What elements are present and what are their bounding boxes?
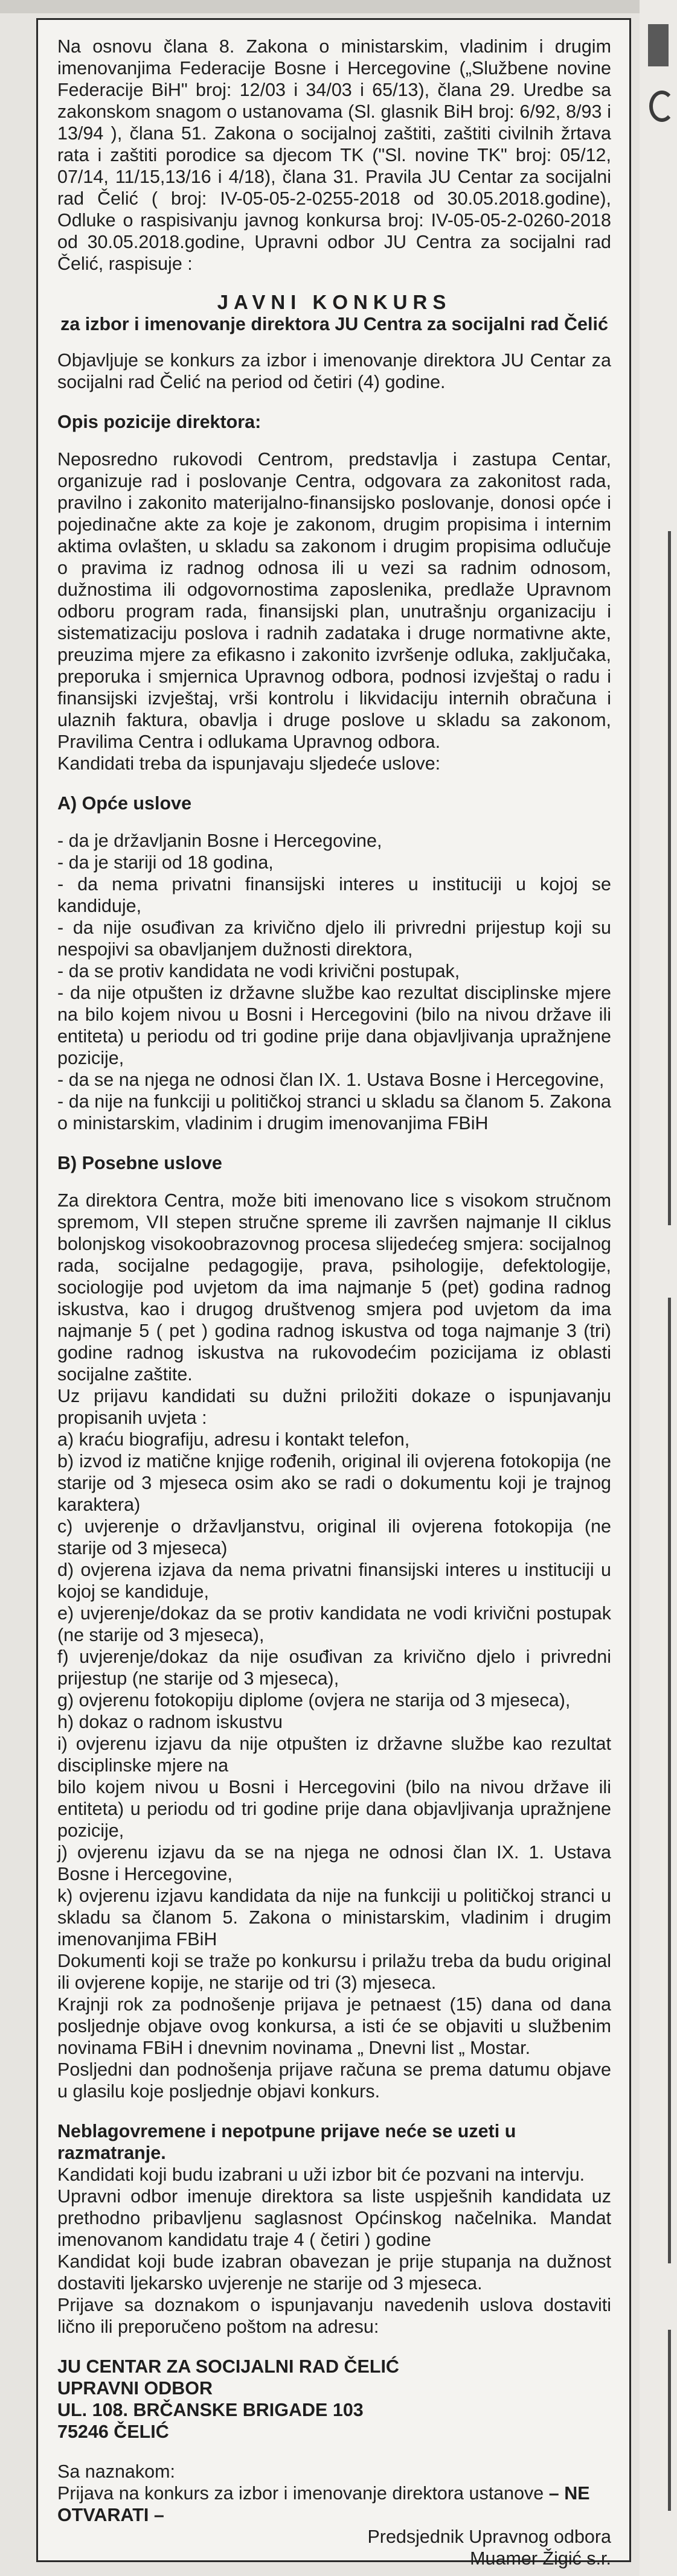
- procedure-text: [57, 2164, 611, 2338]
- list-item: a) kraću biografiju, adresu i kontakt telefon,: [57, 1429, 410, 1450]
- list-item: i) ovjerenu izjavu da nije otpušten iz državne službe kao rezultat disciplinske mjere na: [57, 1733, 611, 1776]
- address-line: UL. 108. BRČANSKE BRIGADE 103: [57, 2400, 364, 2420]
- list-item: Prijave sa doznakom o ispunjavanju navedenih uslova dostaviti lično ili preporučeno poštom na adresu:: [57, 2295, 611, 2337]
- address-line: 75246 ČELIĆ: [57, 2421, 169, 2442]
- documents-list: [57, 1429, 611, 1950]
- late-applications-heading: Neblagovremene i nepotpune prijave neće se uzeti u razmatranje.: [57, 2121, 516, 2163]
- signature-name: Muamer Žigić s.r.: [470, 2548, 611, 2569]
- mailing-address: [57, 2356, 611, 2443]
- signature-title: Predsjednik Upravnog odbora: [367, 2527, 611, 2547]
- address-line: UPRAVNI ODBOR: [57, 2378, 213, 2399]
- envelope-note-label: Sa naznakom:: [57, 2461, 175, 2482]
- list-item: j) ovjerenu izjavu da se na njega ne odnosi član IX. 1. Ustava Bosne i Hercegovine,: [57, 1842, 611, 1884]
- list-item: - da nema privatni finansijski interes u instituciji u kojoj se kandiduje,: [57, 874, 611, 916]
- documents-intro: Uz prijavu kandidati su dužni priložiti dokaze o ispunjavanju propisanih uvjeta :: [57, 1386, 611, 1428]
- adjacent-column-rule: [668, 1298, 671, 2263]
- list-item: g) ovjerenu fotokopiju diplome (ovjera ne starija od 3 mjeseca),: [57, 1690, 571, 1710]
- list-item: - da je stariji od 18 godina,: [57, 852, 274, 873]
- list-item: f) uvjerenje/dokaz da nije osuđivan za krivično djelo i privredni prijestup (ne starije od 3 mjeseca),: [57, 1647, 611, 1689]
- adjacent-column-rule: [668, 531, 671, 1225]
- list-item: - da je državljanin Bosne i Hercegovine,: [57, 831, 382, 851]
- list-item: - da nije osuđivan za krivično djelo ili privredni prijestup koji su nespojivi sa obavljanjem dužnosti direktora,: [57, 917, 611, 960]
- do-not-open-note: – NE OTVARATI –: [57, 2483, 590, 2525]
- public-notice: [36, 18, 631, 2569]
- special-conditions-heading: B) Posebne uslove: [57, 1153, 222, 1173]
- documents-note: Dokumenti koji se traže po konkursu i prilažu treba da budu original ili ovjerene kopije, ne starije od tri (3) mjeseca.: [57, 1951, 611, 1993]
- adjacent-header-block: [648, 24, 669, 66]
- list-item: c) uvjerenje o državljanstvu, original ili ovjerena fotokopija (ne starije od 3 mjeseca): [57, 1516, 611, 1558]
- general-conditions-list: [57, 830, 611, 1134]
- list-item: d) ovjerena izjava da nema privatni finansijski interes u instituciji u kojoj se kandiduje,: [57, 1560, 611, 1602]
- adjacent-column-edge: [640, 0, 677, 2576]
- announcement-paragraph: Objavljuje se konkurs za izbor i imenovanje direktora JU Centar za socijalni rad Čelić na period od četiri (4) godine.: [57, 350, 611, 392]
- list-item: Upravni odbor imenuje direktora sa liste uspješnih kandidata uz prethodno pribavljenu saglasnost Općinskog načelnika. Mandat imenovanom kandidatu traje 4 ( četiri ) godine: [57, 2186, 611, 2250]
- general-conditions-heading: A) Opće uslove: [57, 793, 192, 814]
- legal-basis-paragraph: Na osnovu člana 8. Zakona o ministarskim, vladinim i drugim imenovanjima Federacije Bosne i Hercegovine („Službene novine Federacije BiH" broj: 12/03 i 34/03 i 65/13), člana 29. Uredbe sa zakonskom snagom o ustanovama (Sl. glasnik BiH broj: 6/92, 8/93 i 13/94 ), člana 51. Zakona o socijalnoj zaštiti, zaštiti civilnih žrtava rata i zaštiti porodice sa djecom TK ("Sl. novine TK" broj: 05/12, 07/14, 11/15,13/16 i 4/18), člana 31. Pravila JU Centar za socijalni rad Čelić ( broj: IV-05-05-2-0255-2018 od 30.05.2018.godine), Odluke o raspisivanju javnog konkursa broj: IV-05-05-2-0260-2018 od 30.05.2018.godine, Upravni odbor JU Centra za socijalni rad Čelić, raspisuje :: [57, 36, 611, 274]
- list-item: Kandidat koji bude izabran obavezan je prije stupanja na dužnost dostaviti ljekarsko uvjerenje ne starije od 3 mjeseca.: [57, 2251, 611, 2294]
- list-item: - da nije na funkciji u političkoj stranci u skladu sa članom 5. Zakona o ministarskim, vladinim i drugim imenovanjima FBiH: [57, 1091, 611, 1133]
- list-item: - da se na njega ne odnosi član IX. 1. Ustava Bosne i Hercegovine,: [57, 1070, 605, 1090]
- deadline-text: Krajnji rok za podnošenje prijava je petnaest (15) dana od dana posljednje objave ovog konkursa, a isti će se objaviti u službenim novinama FBiH i dnevnim novinama „ Dnevni list „ Mostar.: [57, 1994, 611, 2058]
- list-item: Kandidati koji budu izabrani u uži izbor bit će pozvani na intervju.: [57, 2164, 585, 2185]
- list-item: bilo kojem nivou u Bosni i Hercegovini (bilo na nivou države ili entiteta) u periodu od tri godine prije dana objavljivanja upražnjene pozicije,: [57, 1777, 611, 1841]
- list-item: b) izvod iz matične knjige rođenih, original ili ovjerena fotokopija (ne starije od 3 mjeseca osim ako se radi o dokumentu koji je trajnog karaktera): [57, 1451, 611, 1515]
- list-item: - da se protiv kandidata ne vodi krivični postupak,: [57, 961, 460, 981]
- position-description-heading: Opis pozicije direktora:: [57, 412, 261, 432]
- envelope-note-text: Prijava na konkurs za izbor i imenovanje direktora ustanove: [57, 2483, 544, 2504]
- requirements-intro: Kandidati treba da ispunjavaju sljedeće uslove:: [57, 753, 441, 774]
- adjacent-heading-glyph: [649, 91, 675, 122]
- list-item: k) ovjerenu izjavu kandidata da nije na funkciji u političkoj stranci u skladu sa članom 5. Zakona o ministarskim, vladinim i drugim imenovanjima FBiH: [57, 1886, 611, 1950]
- notice-subtitle: za izbor i imenovanje direktora JU Centra za socijalni rad Čelić: [60, 314, 608, 334]
- special-conditions-text: Za direktora Centra, može biti imenovano lice s visokom stručnom spremom, VII stepen stručne spreme ili završen najmanje II ciklus bolonjskog visokoobrazovnog procesa slijedećeg smjera: socijalnog rada, socijalne pedagogije, prava, psihologije, defektologije, sociologije pod uvjetom da ima najmanje 5 (pet) godina radnog iskustva, kao i drugog društvenog smjera pod uvjetom da ima najmanje 5 ( pet ) godina radnog iskustva od toga najmanje 3 (tri) godine radnog iskustva na rukovodećim pozicijama iz oblasti socijalne zaštite.: [57, 1190, 611, 1385]
- list-item: e) uvjerenje/dokaz da se protiv kandidata ne vodi krivični postupak (ne starije od 3 mjeseca),: [57, 1603, 611, 1645]
- deadline-date-note: Posljedni dan podnošenja prijave računa se prema datumu objave u glasilu koje posljednje objavi konkurs.: [57, 2059, 611, 2102]
- envelope-note: [57, 2482, 611, 2526]
- notice-title: JAVNI KONKURS: [217, 291, 452, 313]
- page-top-strip: [0, 0, 677, 13]
- position-description-text: Neposredno rukovodi Centrom, predstavlja i zastupa Centar, organizuje rad i poslovanje Centra, odgovara za zakonitost rada, pravilno i zakonito materijalno-finansijsko poslovanje, donosi opće i pojedinačne akte za koje je zakonom, drugim propisima i internim aktima ovlašten, u skladu sa zakonom i drugim propisima odlučuje o pravima iz radnog odnosa ili u vezi sa radnim odnosom, dužnostima ili odgovornostima zaposlenika, predlaže Upravnom odboru program rada, finansijski plan, unutrašnju organizaciju i sistematizaciju poslova i radnih zadataka i druge normativne akte, preuzima mjere za efikasno i zakonito izvršenje odluka, zaključaka, preporuka i smjernica Upravnog odbora, podnosi izvještaj o radu i finansijski izvještaj, vrši kontrolu i likvidaciju internih obračuna i ulaznih faktura, obavlja i druge poslove u skladu sa zakonom, Pravilima Centra i odlukama Upravnog odbora.: [57, 449, 611, 752]
- adjacent-column-rule: [668, 2330, 671, 2511]
- list-item: h) dokaz o radnom iskustvu: [57, 1712, 283, 1732]
- list-item: - da nije otpušten iz državne službe kao rezultat disciplinske mjere na bilo kojem nivou u Bosni i Hercegovini (bilo na nivou države ili entiteta) u periodu od tri godine prije dana objavljivanja upražnjene pozicije,: [57, 983, 611, 1068]
- address-line: JU CENTAR ZA SOCIJALNI RAD ČELIĆ: [57, 2356, 399, 2377]
